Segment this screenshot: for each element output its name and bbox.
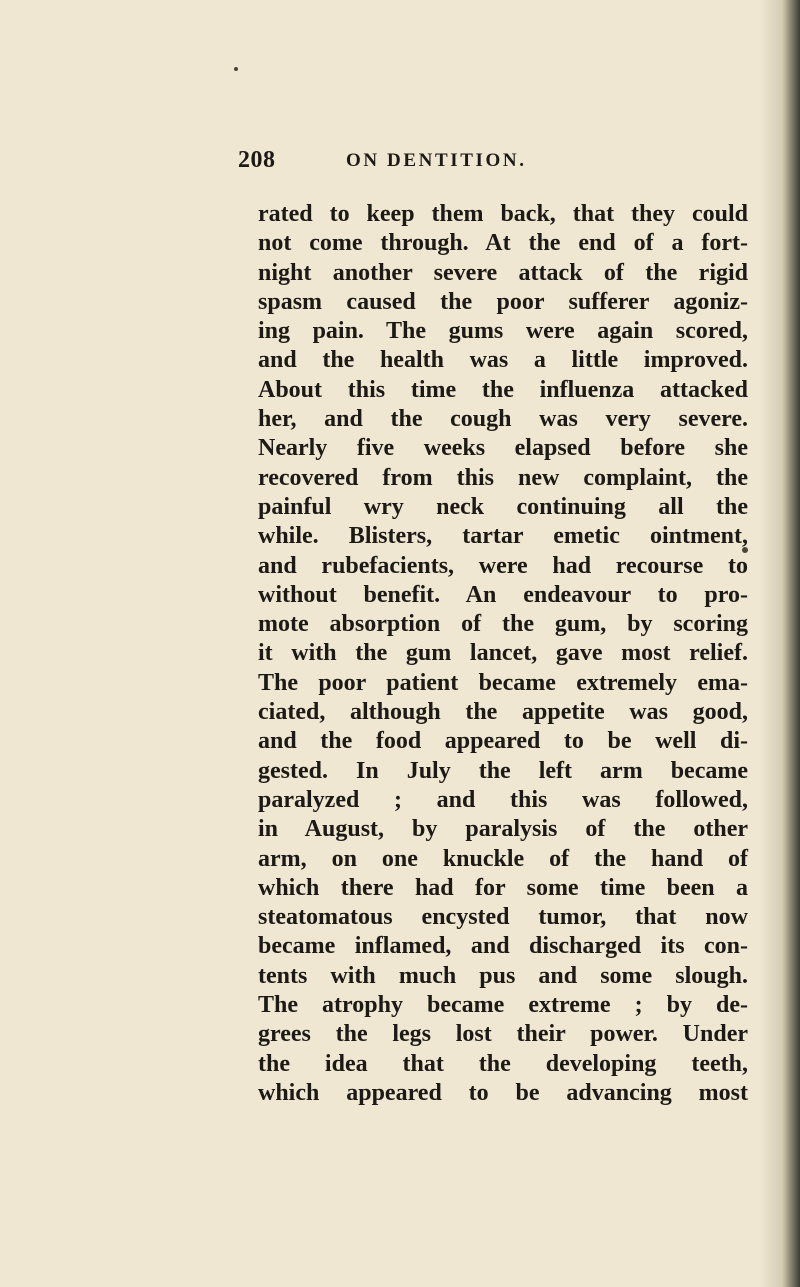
ink-speck [234,67,238,71]
text-line: and rubefacients, were had recourse to [258,552,748,579]
text-line: painful wry neck continuing all the [258,493,748,520]
text-line: tents with much pus and some slough. [258,962,748,989]
text-line: not come through. At the end of a fort- [258,230,748,257]
page-binding-edge [782,0,800,1287]
text-line: without benefit. An endeavour to pro- [258,581,748,608]
text-line: rated to keep them back, that they could [258,201,748,227]
page-number: 208 [238,147,276,173]
text-line: and the food appeared to be well di- [258,728,748,755]
text-line: her, and the cough was very severe. [258,406,748,433]
text-line: spasm caused the poor sufferer agoniz- [258,288,748,315]
binding-shadow [760,0,782,1287]
text-line: About this time the influenza attacked [258,376,748,403]
running-title: ON DENTITION. [346,150,527,171]
text-line: became inflamed, and discharged its con- [258,933,748,960]
text-line: ciated, although the appetite was good, [258,699,748,726]
text-line: steatomatous encysted tumor, that now [258,904,748,931]
text-line: gested. In July the left arm became [258,757,748,784]
text-line: paralyzed ; and this was followed, [258,786,748,813]
text-line: The atrophy became extreme ; by de- [258,992,748,1019]
text-line: night another severe attack of the rigid [258,259,748,286]
text-line: which there had for some time been a [258,874,748,901]
running-head [238,147,738,177]
text-line: grees the legs lost their power. Under [258,1021,748,1048]
text-line: in August, by paralysis of the other [258,816,748,843]
text-line: and the health was a little improved. [258,347,748,374]
text-line: the idea that the developing teeth, [258,1050,748,1077]
text-line: The poor patient became extremely ema- [258,669,748,696]
text-line: ing pain. The gums were again scored, [258,318,748,345]
text-line: it with the gum lancet, gave most relief. [258,640,748,667]
text-line: while. Blisters, tartar emetic ointment, [258,523,748,550]
text-line: recovered from this new complaint, the [258,464,748,491]
text-line: Nearly five weeks elapsed before she [258,435,748,462]
body-text [258,200,748,1108]
text-line: which appeared to be advancing most [258,1079,748,1106]
text-line: arm, on one knuckle of the hand of [258,845,748,872]
text-line: mote absorption of the gum, by scoring [258,611,748,638]
